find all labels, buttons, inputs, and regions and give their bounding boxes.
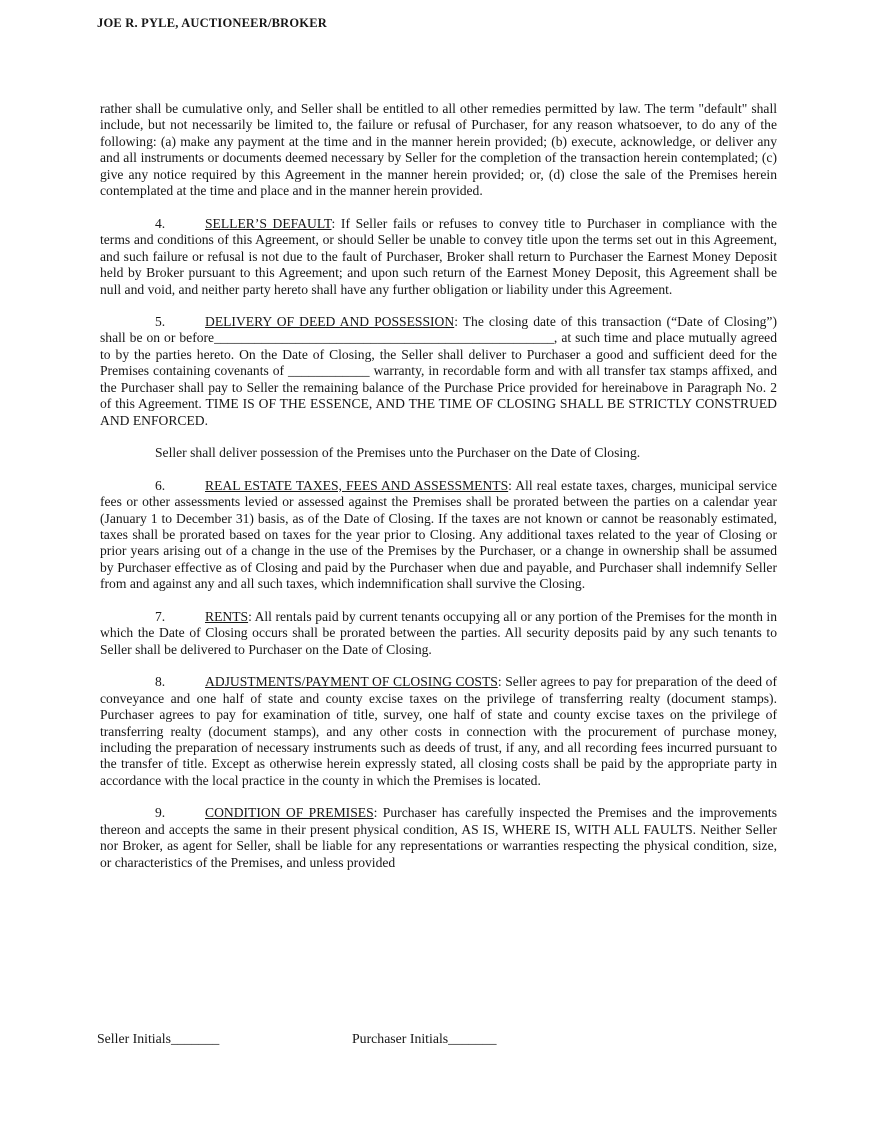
section-9-body: : Purchaser has carefully inspected the Premises and the improvements thereon and accepts the same in their present physical condition, AS IS, WHERE IS, WITH ALL FAULTS. Neither Seller nor Broker, as agent for Seller, shall be liable for any representations or warranties respecting the physical condition, size, or characteristics of the Premises, and unless provided — [100, 805, 777, 870]
section-4-number: 4. — [155, 215, 166, 231]
paragraph-default-continuation — [100, 101, 777, 200]
paragraph-possession — [100, 445, 777, 461]
section-7-rents — [100, 609, 777, 658]
seller-initials-label: Seller Initials — [97, 1031, 171, 1046]
section-7-number: 7. — [155, 608, 166, 624]
section-7-body: : All rentals paid by current tenants occupying all or any portion of the Premises for the month in which the Date of Closing occurs shall be prorated between the parties. All security deposits paid by any such tenants to Seller shall be delivered to Purchaser on the Date of Closing. — [100, 608, 777, 657]
section-5-number: 5. — [155, 313, 166, 329]
section-8-number: 8. — [155, 674, 166, 690]
purchaser-initials-label: Purchaser Initials — [352, 1031, 449, 1046]
section-5-body: : The closing date of this transaction (“Date of Closing”) shall be on or before__________________________________________________, at such time and place mutually agreed to by the parties hereto. On the Date of Closing, the Seller shall deliver to Purchaser a good and sufficient deed for the Premises containing covenants of ____________ warranty, in recordable form and with all transfer tax stamps affixed, and the Purchaser shall pay to Seller the remaining balance of the Purchase Price provided for hereinabove in Paragraph No. 2 of this Agreement. TIME IS OF THE ESSENCE, AND THE TIME OF CLOSING SHALL BE STRICTLY CONSTRUED AND ENFORCED. — [100, 313, 777, 428]
section-8-body: : Seller agrees to pay for preparation of the deed of conveyance and one half of state and county excise taxes on the privilege of transferring realty (document stamps). Purchaser agrees to pay for examination of title, survey, one half of state and county excise taxes on the privilege of transferring realty (document stamps), and any other costs in connection with the procurement of purchase money, including the preparation of necessary instruments such as deeds of trust, if any, and all recording fees incurred pursuant to the transfer of title. Except as otherwise herein expressly stated, all closing costs shall be paid by the appropriate party in accordance with the local practice in the county in which the Premises is located. — [100, 674, 777, 788]
section-6-real-estate-taxes — [100, 478, 777, 593]
section-8-closing-costs — [100, 674, 777, 789]
seller-initials-line — [97, 1031, 219, 1047]
section-7-heading: RENTS — [205, 608, 249, 624]
section-5-delivery-of-deed — [100, 314, 777, 429]
section-5-heading: DELIVERY OF DEED AND POSSESSION — [205, 313, 455, 329]
section-9-number: 9. — [155, 805, 166, 821]
purchaser-initials-blank: _______ — [448, 1031, 497, 1046]
section-9-heading: CONDITION OF PREMISES — [205, 805, 374, 821]
purchaser-initials-line — [352, 1031, 496, 1047]
paragraph-default-continuation-text: rather shall be cumulative only, and Seller shall be entitled to all other remedies permitted by law. The term "default" shall include, but not necessarily be limited to, the failure or refusal of Purchaser, for any reason whatsoever, to do any of the following: (a) make any payment at the time and in the manner herein provided; (b) execute, acknowledge, or deliver any and all instruments or documents deemed necessary by Seller for the completion of the transaction herein contemplated; (c) give any notice required by this Agreement in the manner herein provided; or, (d) close the sale of the Premises herein contemplated at the time and place and in the manner herein provided. — [100, 101, 777, 199]
section-6-heading: REAL ESTATE TAXES, FEES AND ASSESSMENTS — [205, 477, 509, 493]
section-4-body: : If Seller fails or refuses to convey title to Purchaser in compliance with the terms and conditions of this Agreement, or should Seller be unable to convey title upon the terms set out in this Agreement, and such failure or refusal is not due to the fault of Purchaser, Broker shall return to Purchaser the Earnest Money Deposit held by Broker pursuant to this Agreement; and upon such return of the Earnest Money Deposit, this Agreement shall be null and void, and neither party hereto shall have any further obligation or liability under this Agreement. — [100, 215, 777, 297]
section-6-number: 6. — [155, 477, 166, 493]
section-8-heading: ADJUSTMENTS/PAYMENT OF CLOSING COSTS — [205, 674, 498, 690]
section-9-condition-of-premises — [100, 805, 777, 871]
seller-initials-blank: _______ — [170, 1031, 220, 1046]
document-body — [100, 101, 777, 871]
document-header-title: JOE R. PYLE, AUCTIONEER/BROKER — [97, 16, 327, 30]
section-4-heading: SELLER’S DEFAULT — [205, 215, 332, 231]
paragraph-possession-text: Seller shall deliver possession of the Premises unto the Purchaser on the Date of Closing. — [155, 445, 641, 461]
section-4-sellers-default — [100, 216, 777, 298]
section-6-body: : All real estate taxes, charges, municipal service fees or other assessments levied or assessed against the Premises shall be prorated between the parties on a calendar year (January 1 to December 31) basis, as of the Date of Closing. If the taxes are not known or cannot be reasonably estimated, taxes shall be prorated based on taxes for the year prior to Closing. Any additional taxes related to the year of Closing or prior years arising out of a change in the use of the Premises by the Purchaser, or a change in ownership shall be assumed by Purchaser effective as of Closing and paid by the Purchaser when due and payable, and Purchaser shall indemnify Seller from and against any and all such taxes, which indemnification shall survive the Closing. — [100, 477, 777, 592]
